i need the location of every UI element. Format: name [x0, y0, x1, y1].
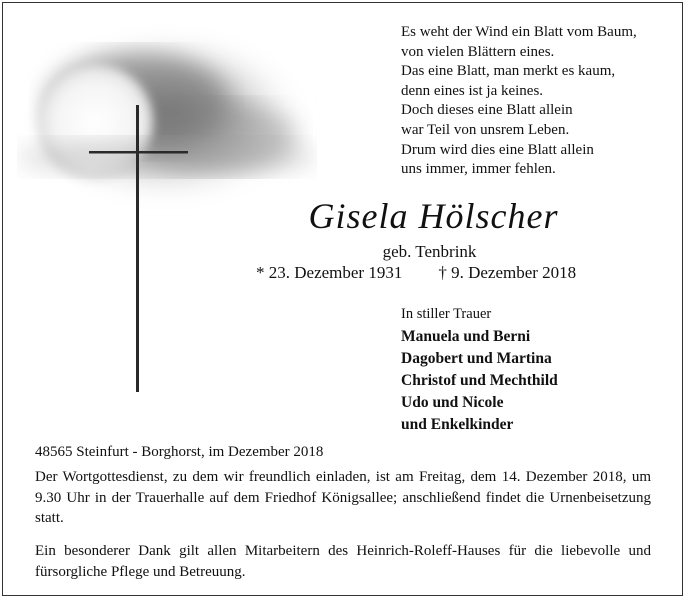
- deceased-name: Gisela Hölscher: [308, 196, 559, 236]
- death-date: † 9. Dezember 2018: [438, 263, 577, 282]
- life-dates: [256, 262, 576, 284]
- maiden-name: geb. Tenbrink: [382, 242, 477, 261]
- mourner-name: Christof und Mechthild: [401, 372, 558, 389]
- mourners-intro: In stiller Trauer: [401, 306, 492, 322]
- mourner-name: Udo und Nicole: [401, 394, 504, 411]
- poem-line: Es weht der Wind ein Blatt vom Baum,: [401, 24, 637, 40]
- mourner-name: Manuela und Berni: [401, 328, 531, 345]
- birth-date: * 23. Dezember 1931: [256, 263, 403, 282]
- poem-line: Das eine Blatt, man merkt es kaum,: [401, 63, 616, 80]
- thanks-note: Ein besonderer Dank gilt allen Mitarbeitern des Heinrich-Roleff-Hauses für die liebevolle und fürsorgliche Pflege und Betreuung.: [35, 543, 651, 580]
- mourner-name: Dagobert und Martina: [401, 350, 552, 367]
- poem-line: Doch dieses eine Blatt allein: [401, 102, 573, 119]
- obituary-notice: [2, 2, 683, 596]
- service-announcement: Der Wortgottesdienst, zu dem wir freundlich einladen, ist am Freitag, dem 14. Dezember 2018, um 9.30 Uhr in der Trauerhalle auf dem Friedhof Königsallee; anschließend findet die Urnenbeisetzung statt.: [35, 469, 651, 526]
- cross-horizontal-bar: [89, 151, 188, 154]
- poem-line: war Teil von unsrem Leben.: [401, 121, 570, 138]
- poem-line: denn eines ist ja keines.: [401, 82, 544, 99]
- place-and-date: 48565 Steinfurt - Borghorst, im Dezember 2018: [35, 444, 324, 460]
- mourner-name: und Enkelkinder: [401, 416, 514, 433]
- poem-line: von vielen Blättern eines.: [401, 43, 555, 60]
- poem-line: uns immer, immer fehlen.: [401, 161, 556, 178]
- mourners-block: [401, 305, 558, 436]
- poem-line: Drum wird dies eine Blatt allein: [401, 141, 594, 158]
- poem: [401, 23, 637, 180]
